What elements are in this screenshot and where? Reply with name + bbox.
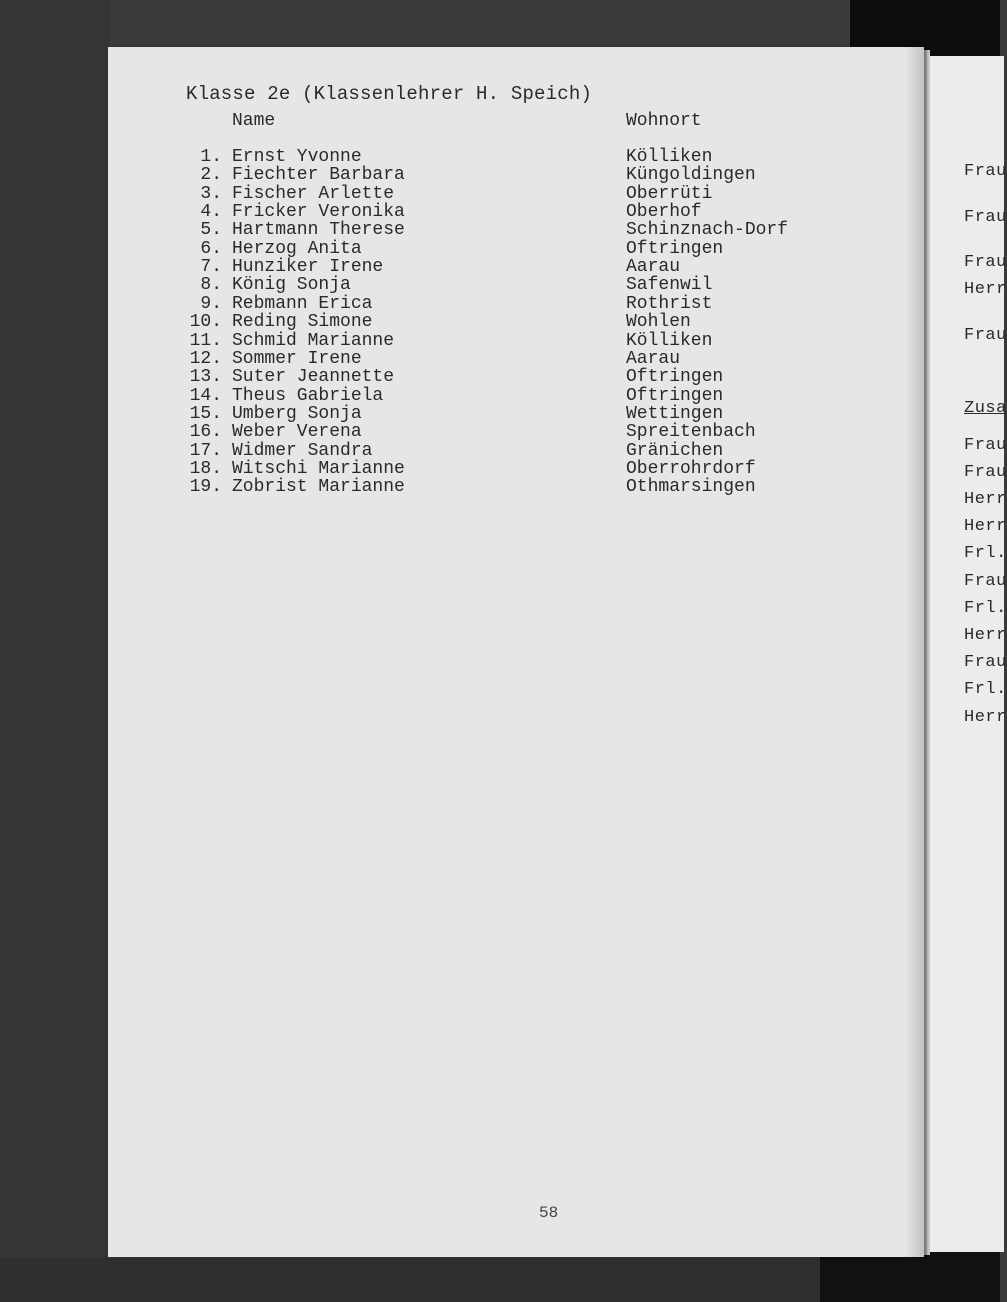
student-number: 7.	[200, 257, 222, 278]
student-place: Schinznach-Dorf	[626, 220, 789, 241]
student-place: Rothrist	[626, 293, 713, 314]
student-place: Safenwil	[626, 275, 713, 296]
student-name: Fricker Veronika	[232, 202, 405, 223]
student-number: 3.	[200, 183, 222, 204]
student-number: 15.	[189, 403, 222, 424]
column-header-name: Name	[232, 111, 276, 131]
student-place: Aarau	[626, 348, 681, 369]
student-number: 4.	[200, 202, 222, 223]
student-number: 12.	[189, 348, 222, 369]
student-name: Reding Simone	[232, 312, 373, 333]
student-number: 13.	[189, 367, 222, 388]
peek-line: Zusa	[964, 399, 1007, 418]
peek-line: Herr	[964, 490, 1007, 509]
peek-line: Frau	[964, 253, 1007, 272]
student-place: Oberhof	[626, 202, 702, 223]
student-name: Fischer Arlette	[232, 183, 395, 204]
student-number: 9.	[200, 293, 222, 314]
student-place: Gränichen	[626, 440, 724, 461]
next-page-edge	[924, 56, 1007, 1252]
student-number: 18.	[189, 458, 222, 479]
peek-line: Frl.	[964, 544, 1007, 563]
peek-line: Frau	[964, 326, 1007, 345]
student-place: Küngoldingen	[626, 165, 756, 186]
student-place: Othmarsingen	[626, 477, 756, 498]
student-name: Widmer Sandra	[232, 440, 373, 461]
student-name: König Sonja	[232, 275, 351, 296]
student-number: 8.	[200, 275, 222, 296]
background-corner-bottom	[820, 1250, 1000, 1302]
student-number: 5.	[200, 220, 222, 241]
student-name: Hunziker Irene	[232, 257, 384, 278]
document-page	[108, 47, 924, 1257]
peek-line: Frau	[964, 463, 1007, 482]
student-number: 14.	[189, 385, 222, 406]
student-place: Kölliken	[626, 147, 713, 167]
peek-line: Herr	[964, 517, 1007, 536]
peek-line: Herr	[964, 626, 1007, 645]
page-number: 58	[539, 1204, 559, 1222]
student-place: Oftringen	[626, 367, 724, 388]
class-heading: Klasse 2e (Klassenlehrer H. Speich)	[186, 83, 593, 105]
peek-line: Frau	[964, 162, 1007, 181]
student-name: Theus Gabriela	[232, 385, 384, 406]
student-number: 10.	[189, 312, 222, 333]
student-place: Kölliken	[626, 330, 713, 351]
student-number: 17.	[189, 440, 222, 461]
peek-line: Frau	[964, 653, 1007, 672]
student-place: Spreitenbach	[626, 422, 756, 443]
peek-line: Herr	[964, 280, 1007, 299]
student-name: Zobrist Marianne	[232, 477, 405, 498]
page-shadow	[905, 47, 927, 1257]
peek-line: Frau	[964, 572, 1007, 591]
student-place: Oftringen	[626, 238, 724, 259]
student-name: Umberg Sonja	[232, 403, 362, 424]
background-left	[0, 0, 110, 1302]
student-place: Oberrüti	[626, 183, 713, 204]
student-name: Witschi Marianne	[232, 458, 405, 479]
column-header-place: Wohnort	[626, 111, 702, 131]
student-place: Oberrohrdorf	[626, 458, 756, 479]
student-place: Aarau	[626, 257, 681, 278]
student-name: Sommer Irene	[232, 348, 362, 369]
peek-line: Herr	[964, 708, 1007, 727]
peek-line: Frl.	[964, 599, 1007, 618]
peek-line: Frau	[964, 436, 1007, 455]
student-number: 6.	[200, 238, 222, 259]
student-number: 11.	[189, 330, 222, 351]
student-name: Rebmann Erica	[232, 293, 373, 314]
student-number: 19.	[189, 477, 222, 498]
student-place: Wohlen	[626, 312, 691, 333]
student-name: Suter Jeannette	[232, 367, 395, 388]
student-name: Weber Verena	[232, 422, 362, 443]
student-name: Schmid Marianne	[232, 330, 395, 351]
peek-line: Frl.	[964, 680, 1007, 699]
peek-line: Frau	[964, 208, 1007, 227]
student-name: Ernst Yvonne	[232, 147, 362, 167]
student-place: Wettingen	[626, 403, 724, 424]
student-number: 16.	[189, 422, 222, 443]
student-name: Fiechter Barbara	[232, 165, 405, 186]
student-name: Herzog Anita	[232, 238, 362, 259]
student-place: Oftringen	[626, 385, 724, 406]
student-number: 2.	[200, 165, 222, 186]
student-number: 1.	[200, 147, 222, 167]
student-name: Hartmann Therese	[232, 220, 405, 241]
